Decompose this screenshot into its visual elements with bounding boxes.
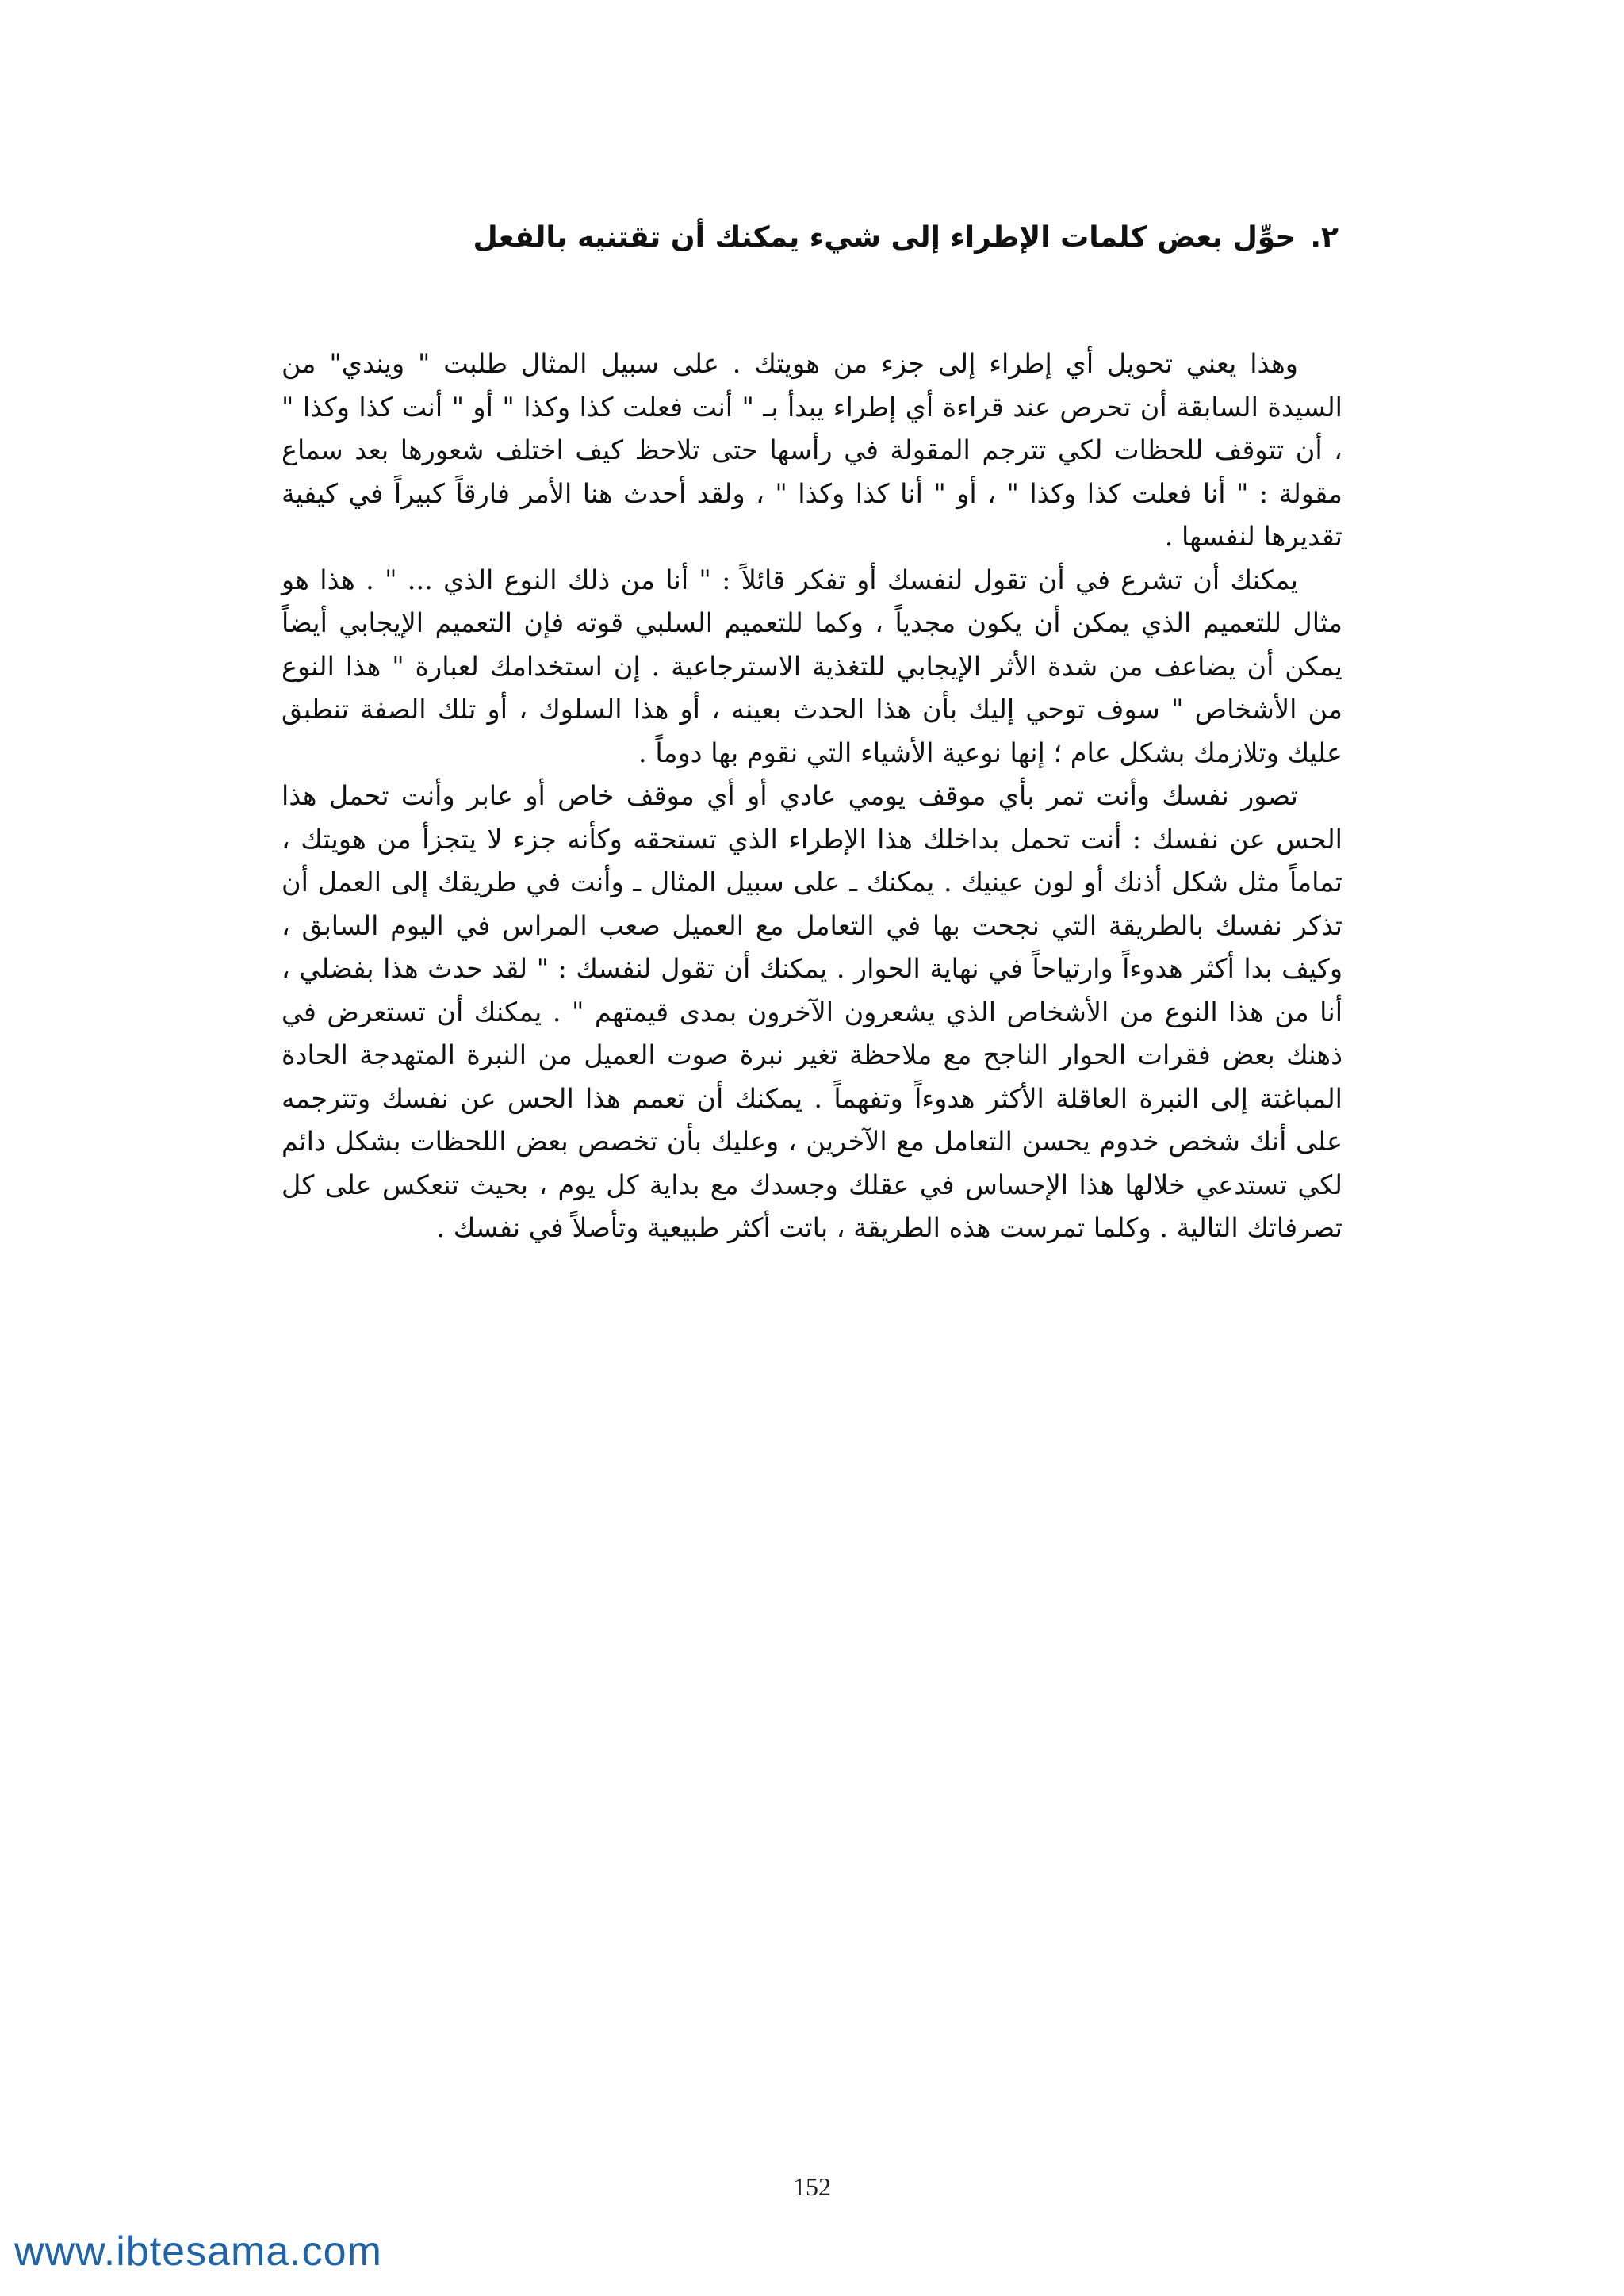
section-title: حوِّل بعض كلمات الإطراء إلى شيء يمكنك أن تقتنيه بالفعل: [473, 221, 1297, 254]
page-number: 152: [793, 2172, 831, 2201]
paragraph: يمكنك أن تشرع في أن تقول لنفسك أو تفكر قائلاً : " أنا من ذلك النوع الذي ... " . هذا هو مثال للتعميم الذي يمكن أن يكون مجدياً ، وكما للتعميم السلبي قوته فإن التعميم الإيجابي أيضاً يمكن أن يضاعف من شدة الأثر الإيجابي للتغذية الاسترجاعية . إن استخدامك لعبارة " هذا النوع من الأشخاص " سوف توحي إليك بأن هذا الحدث بعينه ، أو هذا السلوك ، أو تلك الصفة تنطبق عليك وتلازمك بشكل عام ؛ إنها نوعية الأشياء التي نقوم بها دوماً .: [282, 564, 1342, 768]
paragraph: وهذا يعني تحويل أي إطراء إلى جزء من هويتك . على سبيل المثال طلبت " ويندي" من السيدة السابقة أن تحرص عند قراءة أي إطراء يبدأ بـ " أنت فعلت كذا وكذا " أو " أنت كذا وكذا " ، أن تتوقف للحظات لكي تترجم المقولة في رأسها حتى تلاحظ كيف اختلف شعورها بعد سماع مقولة : " أنا فعلت كذا وكذا " ، أو " أنا كذا وكذا " ، ولقد أحدث هنا الأمر فارقاً كبيراً في كيفية تقديرها لنفسها .: [282, 348, 1342, 552]
body-text: [282, 342, 1342, 1250]
site-watermark: www.ibtesama.com: [14, 2229, 382, 2275]
section-heading: [228, 214, 1339, 262]
paragraph: تصور نفسك وأنت تمر بأي موقف يومي عادي أو أي موقف خاص أو عابر وأنت تحمل هذا الحس عن نفسك : أنت تحمل بداخلك هذا الإطراء الذي تستحقه وكأنه جزء لا يتجزأ من هويتك ، تماماً مثل شكل أذنك أو لون عينيك . يمكنك ـ على سبيل المثال ـ وأنت في طريقك إلى العمل أن تذكر نفسك بالطريقة التي نجحت بها في التعامل مع العميل صعب المراس في اليوم السابق ، وكيف بدا أكثر هدوءاً وارتياحاً في نهاية الحوار . يمكنك أن تقول لنفسك : " لقد حدث هذا بفضلي ، أنا من هذا النوع من الأشخاص الذي يشعرون الآخرون بمدى قيمتهم " . يمكنك أن تستعرض في ذهنك بعض فقرات الحوار الناجح مع ملاحظة تغير نبرة صوت العميل من النبرة المتهدجة الحادة المباغتة إلى النبرة العاقلة الأكثر هدوءاً وتفهماً . يمكنك أن تعمم هذا الحس عن نفسك وتترجمه على أنك شخص خدوم يحسن التعامل مع الآخرين ، وعليك بأن تخصص بعض اللحظات بشكل دائم لكي تستدعي خلالها هذا الإحساس في عقلك وجسدك مع بداية كل يوم ، بحيث تنعكس على كل تصرفاتك التالية . وكلما تمرست هذه الطريقة ، باتت أكثر طبيعية وتأصلاً في نفسك .: [282, 780, 1342, 1243]
section-number: ٢.: [1310, 221, 1339, 254]
